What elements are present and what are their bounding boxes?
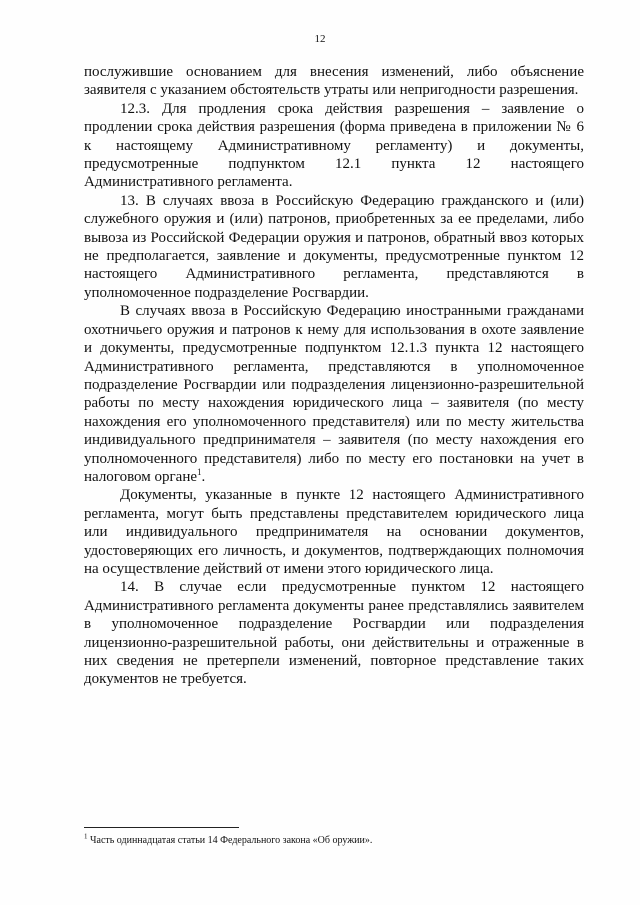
paragraph-continuation: послужившие основанием для внесения изменений, либо объяснение заявителя с указанием обстоятельств утраты или непригодности разрешения. xyxy=(84,64,584,99)
paragraph-14: 14. В случае если предусмотренные пунктом 12 настоящего Административного регламента документы ранее представлялись заявителем в уполномоченное подразделение Росгвардии или подразделения лицензионно-разрешительной работы, они действительны и отраженные в них сведения не претерпели изменений, повторное представление таких документов не требуется. xyxy=(84,579,584,688)
paragraph-representatives: Документы, указанные в пункте 12 настоящего Административного регламента, могут быть представлены представителем юридического лица или индивидуального предпринимателя на основании документов, удостоверяющих его личность, и документов, подтверждающих полномочия на осуществление действий от имени этого юридического лица. xyxy=(84,487,584,577)
footnote-divider xyxy=(84,827,239,828)
paragraph-foreign-citizens-text: В случаях ввоза в Российскую Федерацию иностранными гражданами охотничьего оружия и патронов к нему для использования в охоте заявление и документы, предусмотренные подпунктом 12.1.3 пункта 12 настоящего Административного регламента, представляются в уполномоченное подразделение Росгвардии или подразделения лицензионно-разрешительной работы по месту нахождения юридического лица – заявителя (по месту нахождения его уполномоченного представителя) или по месту жительства индивидуального предпринимателя – заявителя (по месту нахождения его уполномоченного представителя) либо по месту его постановки на учет в налоговом органе xyxy=(84,303,584,485)
body-text xyxy=(84,63,584,689)
paragraph-foreign-citizens xyxy=(84,302,584,486)
footnote-reference: 1 xyxy=(197,466,202,477)
footnote xyxy=(84,834,584,847)
footnote-marker: 1 xyxy=(84,832,88,841)
paragraph-end-period: . xyxy=(201,468,206,485)
paragraph-13: 13. В случаях ввоза в Российскую Федерацию гражданского и (или) служебного оружия и (или) патронов, приобретенных за ее пределами, либо вывоза из Российской Федерации оружия и патронов, обратный ввоз которых не предполагается, заявление и документы, предусмотренные пунктом 12 настоящего Административного регламента, представляются в уполномоченное подразделение Росгвардии. xyxy=(84,192,584,301)
footnote-text: Часть одиннадцатая статьи 14 Федерального закона «Об оружии». xyxy=(87,835,373,846)
page-number: 12 xyxy=(314,33,326,45)
paragraph-12-3: 12.3. Для продления срока действия разрешения – заявление о продлении срока действия разрешения (форма приведена в приложении № 6 к настоящему Административному регламенту) и документы, предусмотренные подпунктом 12.1 пункта 12 настоящего Административного регламента. xyxy=(84,100,584,191)
